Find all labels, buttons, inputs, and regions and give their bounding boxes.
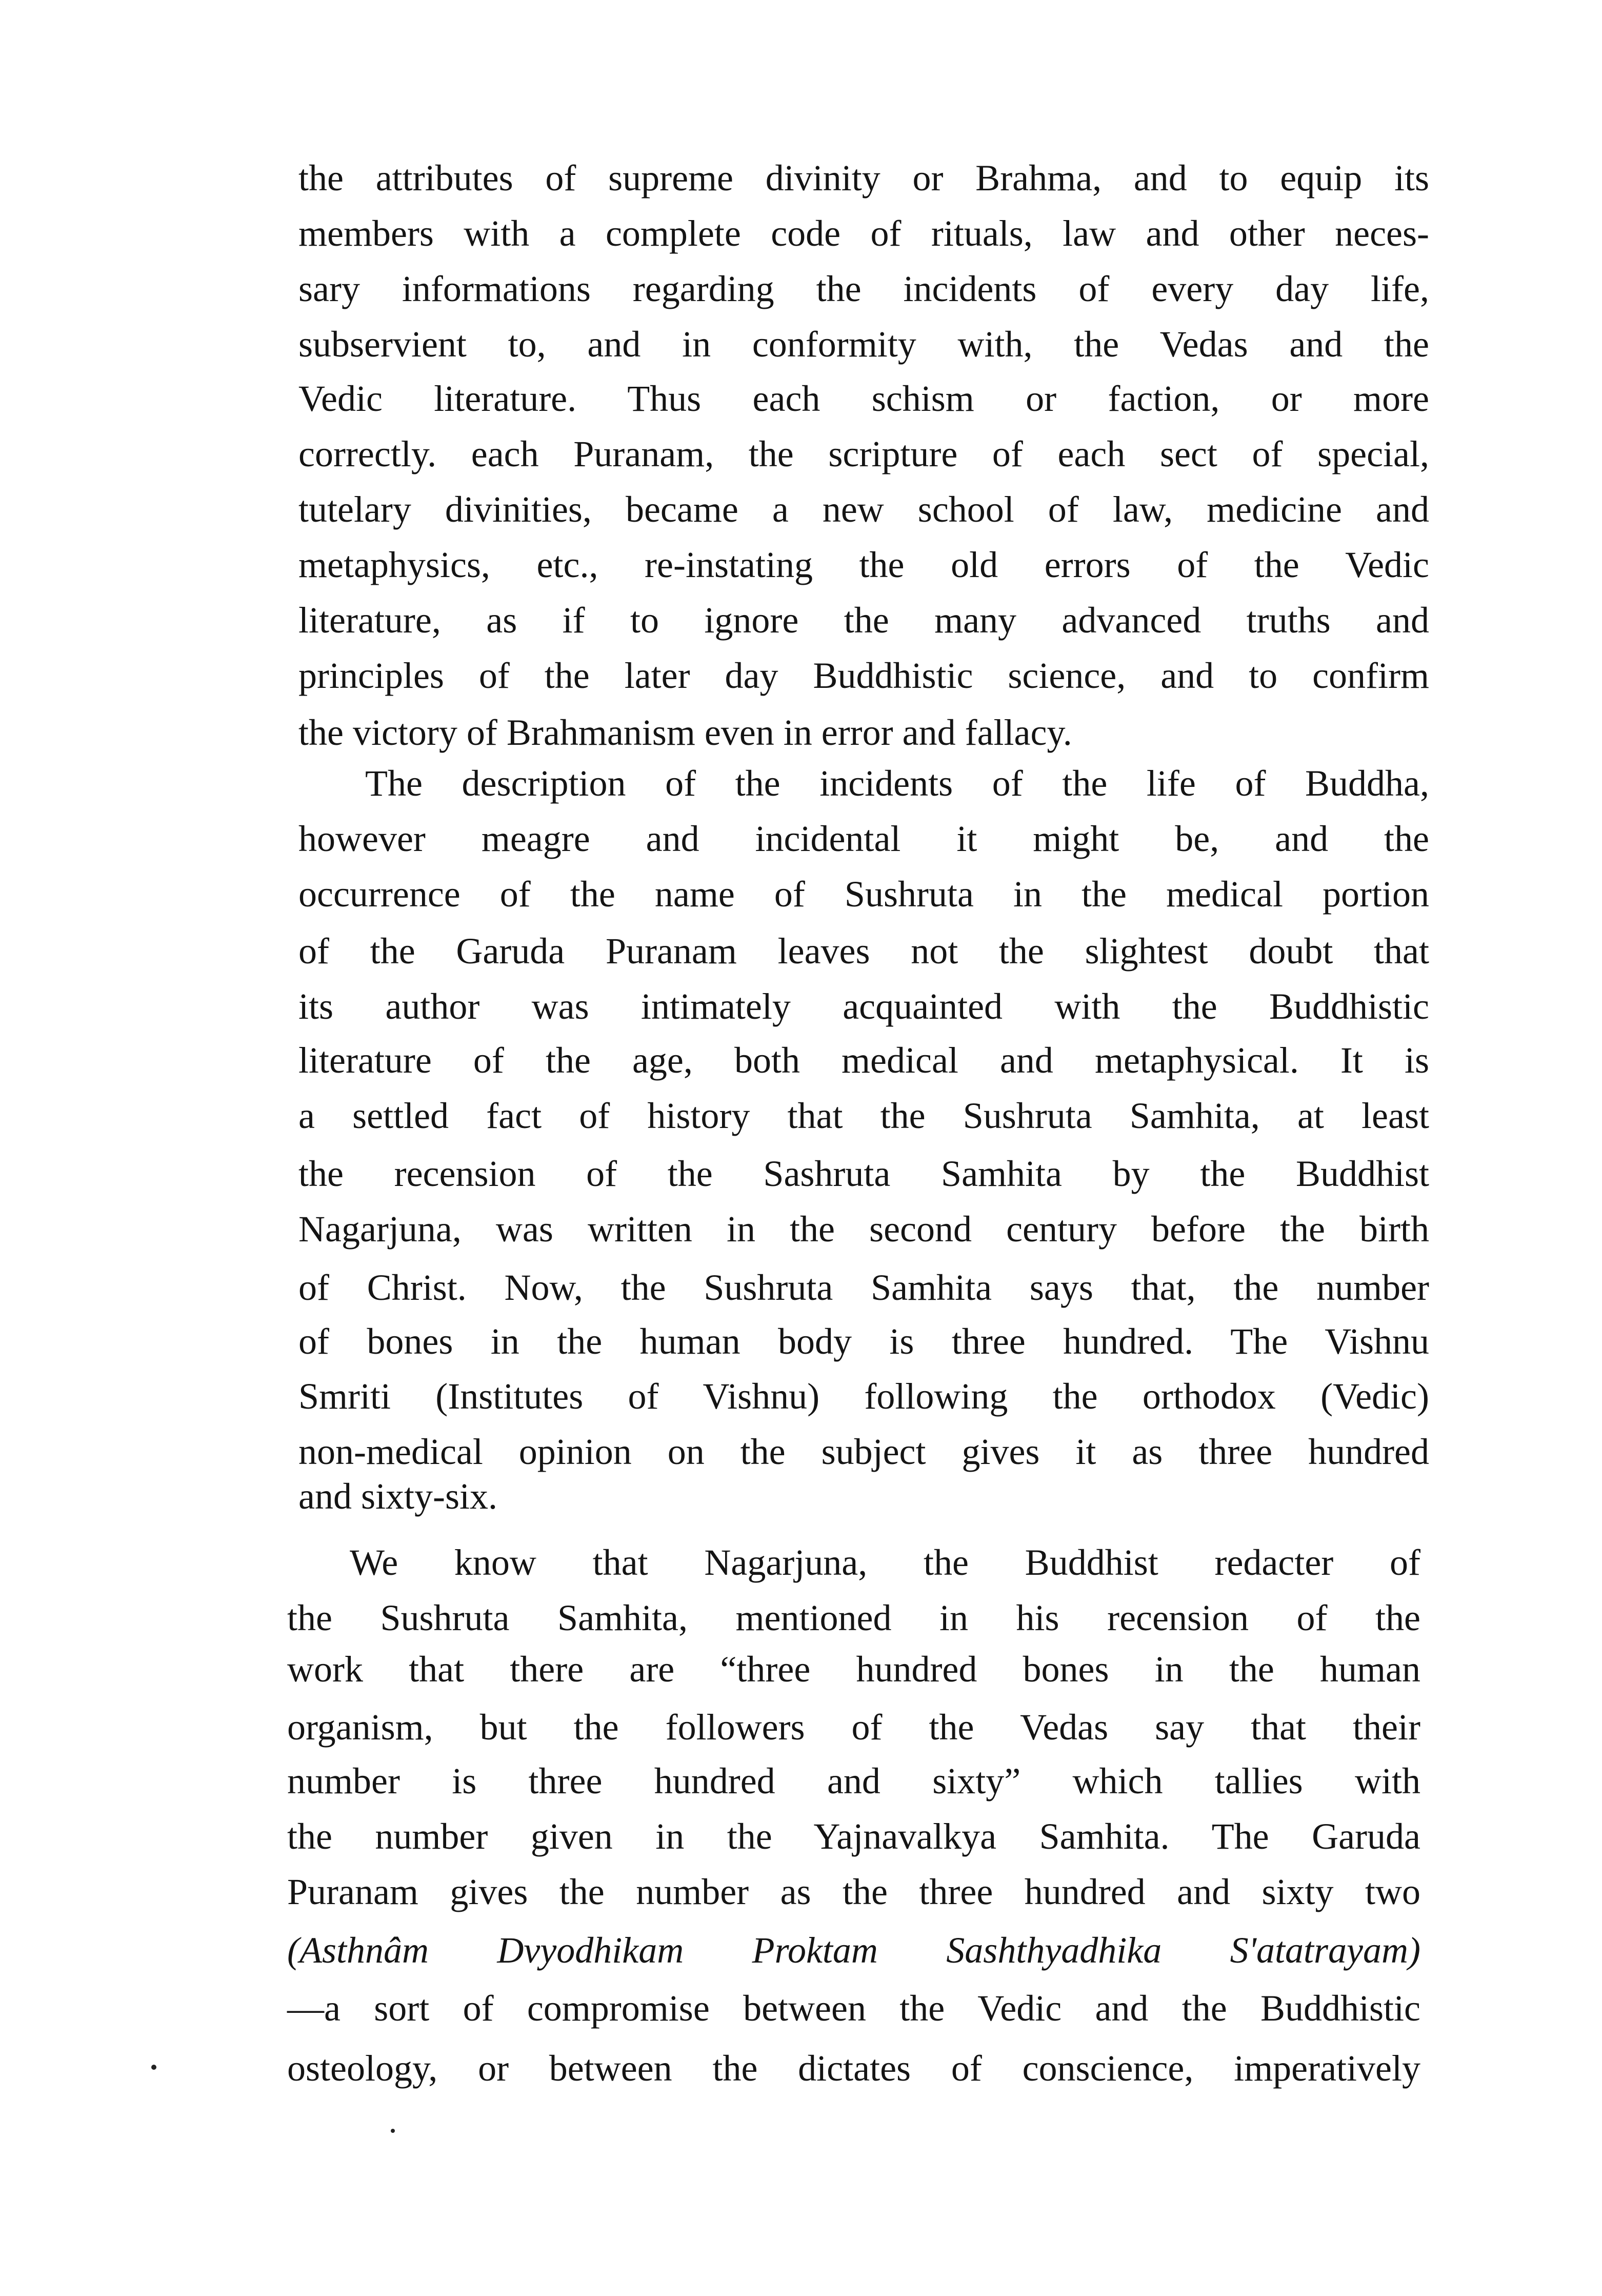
text-line: the attributes of supreme divinity or Brahma, and to equip its (298, 157, 1429, 199)
text-line: literature of the age, both medical and metaphysical. It is (298, 1040, 1429, 1081)
text-line: its author was intimately acquainted with the Buddhistic (298, 986, 1429, 1027)
text-line: The description of the incidents of the life of Buddha, (365, 763, 1429, 804)
text-line: metaphysics, etc., re-instating the old errors of the Vedic (298, 544, 1429, 585)
text-line: of the Garuda Puranam leaves not the slightest doubt that (298, 931, 1429, 972)
text-line: the number given in the Yajnavalkya Samhita. The Garuda (287, 1816, 1420, 1857)
text-line-italic: (Asthnâm Dvyodhikam Proktam Sashthyadhika S'atatrayam) (287, 1930, 1420, 1971)
text-line: osteology, or between the dictates of conscience, imperatively (287, 2048, 1420, 2089)
text-line: Vedic literature. Thus each schism or faction, or more (298, 378, 1429, 419)
text-line: of bones in the human body is three hundred. The Vishnu (298, 1321, 1429, 1362)
text-line: a settled fact of history that the Sushruta Samhita, at least (298, 1095, 1429, 1136)
text-line: occurrence of the name of Sushruta in the medical portion (298, 874, 1429, 915)
text-line: We know that Nagarjuna, the Buddhist redacter of (350, 1542, 1420, 1583)
text-line: Nagarjuna, was written in the second century before the birth (298, 1209, 1429, 1250)
text-line: members with a complete code of rituals, law and other neces- (298, 213, 1429, 254)
text-line: —a sort of compromise between the Vedic and the Buddhistic (287, 1988, 1420, 2029)
scan-speck (151, 2065, 156, 2070)
text-line: non-medical opinion on the subject gives it as three hundred (298, 1431, 1429, 1472)
text-line: however meagre and incidental it might be, and the (298, 818, 1429, 859)
text-line: Smriti (Institutes of Vishnu) following the orthodox (Vedic) (298, 1376, 1429, 1417)
text-line: number is three hundred and sixty” which tallies with (287, 1760, 1420, 1802)
text-line: principles of the later day Buddhistic science, and to confirm (298, 655, 1429, 696)
text-line: subservient to, and in conformity with, the Vedas and the (298, 324, 1429, 365)
scan-speck (391, 2129, 395, 2133)
text-line: of Christ. Now, the Sushruta Samhita says that, the number (298, 1267, 1429, 1308)
text-line: sary informations regarding the incidents of every day life, (298, 268, 1429, 309)
text-line: work that there are “three hundred bones in the human (287, 1649, 1420, 1690)
text-line: and sixty-six. (298, 1476, 497, 1517)
text-line: the recension of the Sashruta Samhita by the Buddhist (298, 1153, 1429, 1194)
text-line: literature, as if to ignore the many advanced truths and (298, 600, 1429, 641)
text-line: Puranam gives the number as the three hundred and sixty two (287, 1871, 1420, 1912)
text-line: correctly. each Puranam, the scripture of each sect of special, (298, 433, 1429, 474)
text-line: organism, but the followers of the Vedas say that their (287, 1707, 1420, 1748)
text-line: tutelary divinities, became a new school of law, medicine and (298, 489, 1429, 530)
text-line: the victory of Brahmanism even in error and fallacy. (298, 712, 1072, 753)
text-line: the Sushruta Samhita, mentioned in his recension of the (287, 1597, 1420, 1638)
